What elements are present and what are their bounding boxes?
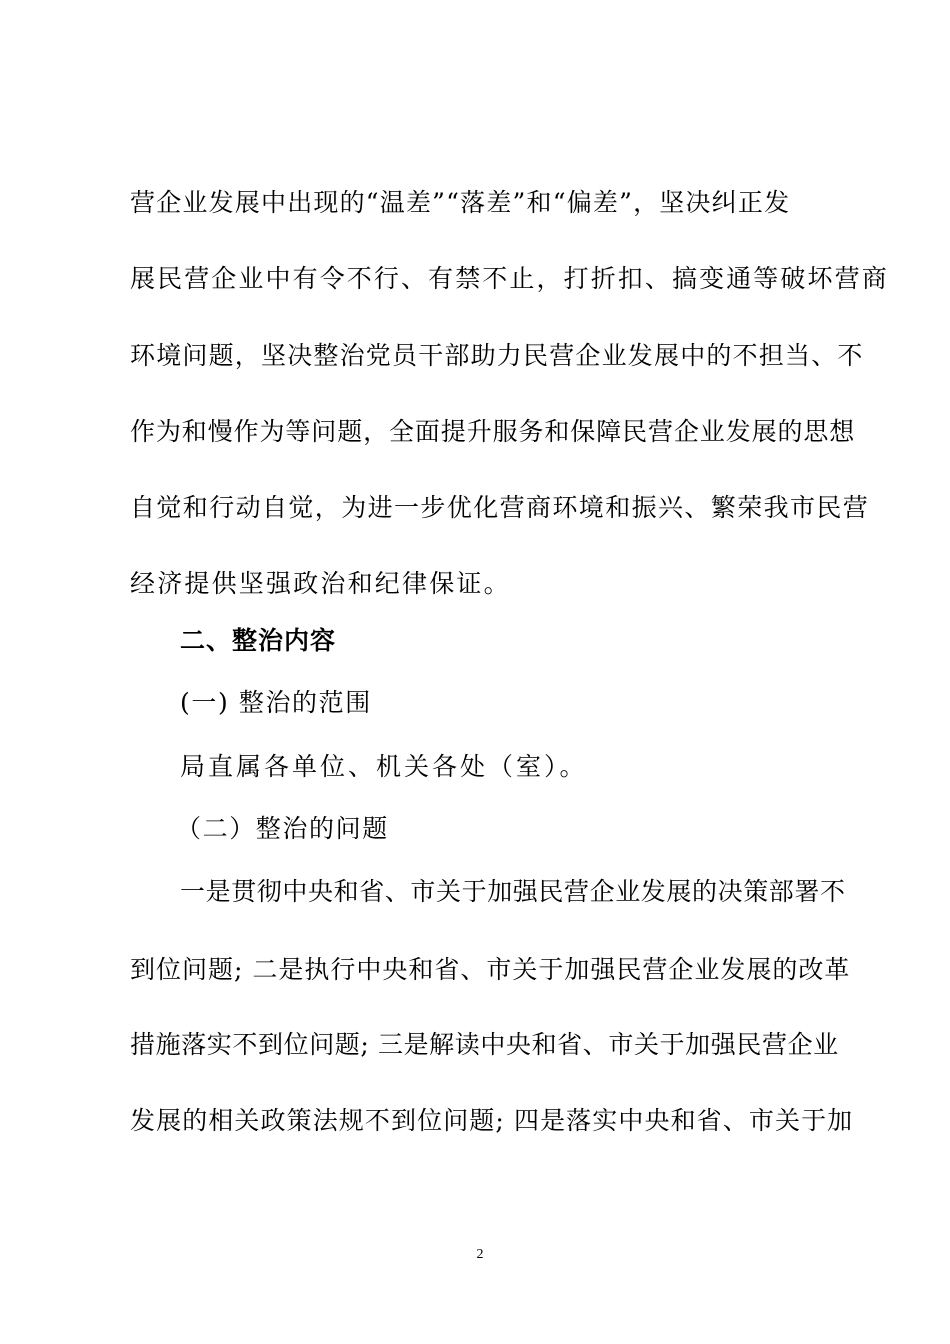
issues-line-2: 到位问题; 二是执行中央和省、市关于加强民营企业发展的改革 <box>130 955 851 984</box>
intro-line-2: 展民营企业中有令不行、有禁不止，打折扣、搞变通等破坏营商 <box>130 264 889 293</box>
intro-line-1: 营企业发展中出现的“温差”“落差”和“偏差”，坚决纠正发 <box>130 188 791 217</box>
section-heading: 二、整治内容 <box>180 626 337 655</box>
page-number: 2 <box>476 1247 484 1262</box>
scope-text: 局直属各单位、机关各处（室）。 <box>180 752 588 781</box>
intro-line-4: 作为和慢作为等问题，全面提升服务和保障民营企业发展的思想 <box>130 417 856 446</box>
intro-line-3: 环境问题，坚决整治党员干部助力民营企业发展中的不担当、不 <box>130 341 864 370</box>
issues-line-4: 发展的相关政策法规不到位问题; 四是落实中央和省、市关于加 <box>130 1106 854 1135</box>
intro-line-6: 经济提供坚强政治和纪律保证。 <box>130 569 511 598</box>
issues-line-3: 措施落实不到位问题; 三是解读中央和省、市关于加强民营企业 <box>130 1030 839 1059</box>
subsection-issues-title: （二）整治的问题 <box>176 814 389 843</box>
subsection-scope-title: (一) 整治的范围 <box>180 688 372 717</box>
issues-line-1: 一是贯彻中央和省、市关于加强民营企业发展的决策部署不 <box>180 877 846 906</box>
intro-line-5: 自觉和行动自觉，为进一步优化营商环境和振兴、繁荣我市民营 <box>130 493 870 522</box>
